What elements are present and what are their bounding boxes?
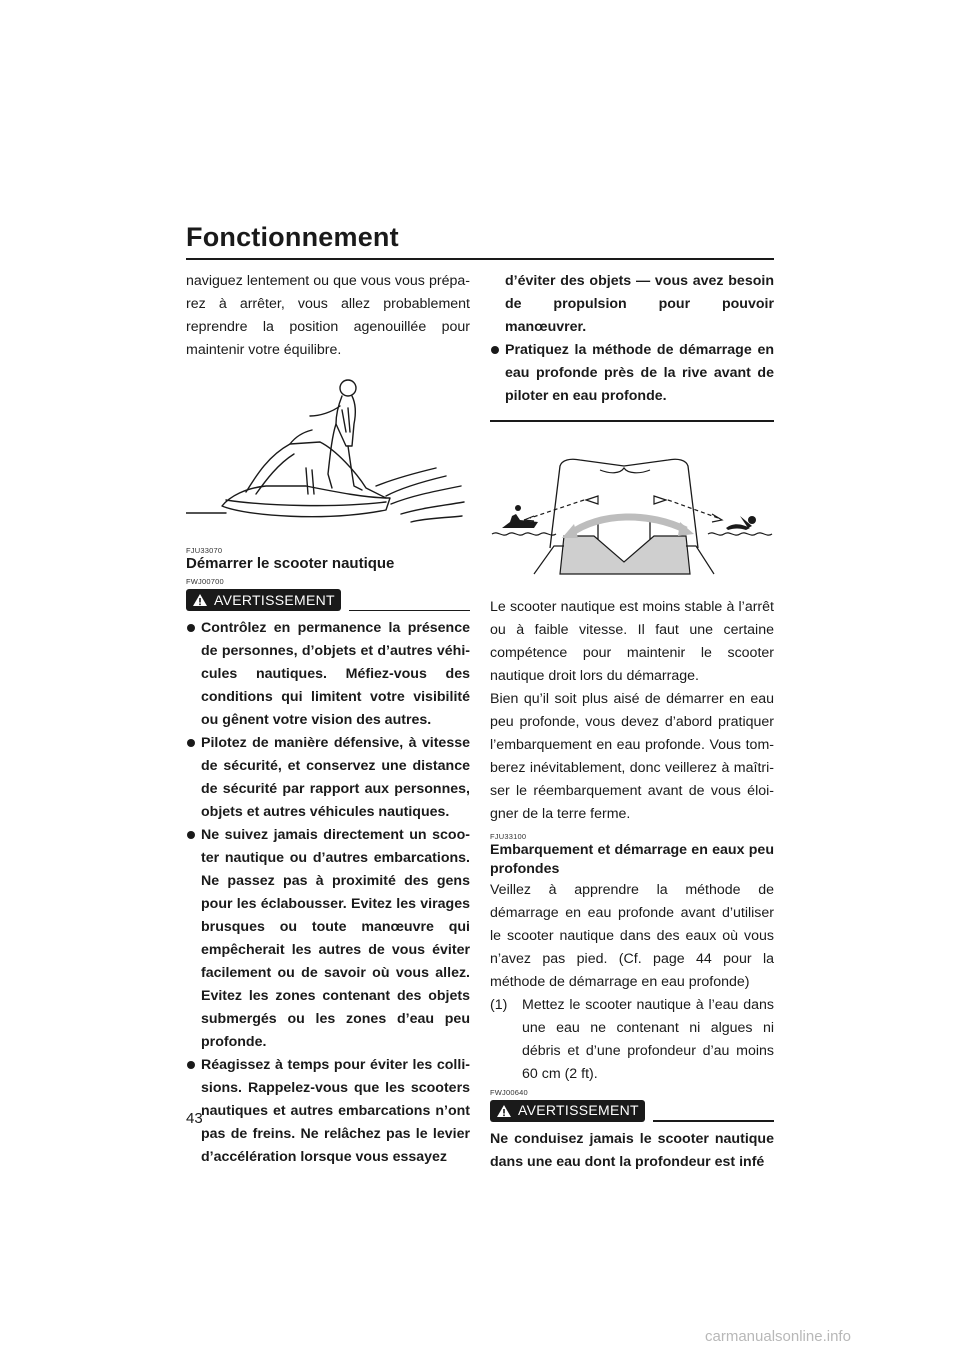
list-item: Contrôlez en permanence la présence de personnes, d’objets et d’autres véhicules nautiques. Méfiez-vous des conditions qui limitent votre visibilité ou gênent votre vision des autres. bbox=[186, 617, 470, 732]
warning-triangle-icon bbox=[496, 1104, 512, 1118]
intro-paragraph: naviguez lentement ou que vous vous préparez à arrêter, vous allez probablement reprendre la position agenouillée pour maintenir votre équilibre. bbox=[186, 273, 470, 358]
warning-code: FWJ00700 bbox=[186, 577, 224, 586]
warning-header bbox=[186, 589, 470, 611]
subsection-title: Embarquement et démarrage en eaux peu profondes bbox=[490, 841, 774, 877]
page-title: Fonctionnement bbox=[186, 222, 399, 252]
list-item: Ne suivez jamais directement un scooter nautique ou d’autres embarcations. Ne passez pas à proximité des gens pour les éclabousser. Evitez les virages brusques ou toute manœuvre qui empêcherait les autres de vous éviter facilement ou de savoir où vous allez. Evitez les zones contenant des objets submergés ou les zones d’eau peu profonde. bbox=[186, 824, 470, 1054]
warning-badge bbox=[186, 589, 341, 611]
warning-bullets-continued bbox=[490, 339, 774, 408]
paragraph-deep-water: Bien qu’il soit plus aisé de démarrer en eau peu profonde, vous devez d’abord pratiquer l’embarquement en eau profonde. Vous tomberez inévitablement, donc veillerez à maîtriser le réembarquement avant de vous éloigner de la terre ferme. bbox=[490, 690, 774, 822]
warning-bullets bbox=[186, 617, 470, 1169]
warning-label: AVERTISSEMENT bbox=[214, 591, 335, 608]
list-item: Pratiquez la méthode de démarrage en eau profonde près de la rive avant de piloter en eau profonde. bbox=[490, 339, 774, 408]
watermark: carmanualsonline.info bbox=[705, 1328, 851, 1345]
section-title: Démarrer le scooter nautique bbox=[186, 555, 395, 572]
warning-end-rule bbox=[490, 420, 774, 422]
warning-rule bbox=[653, 1120, 774, 1122]
warning-text: Ne conduisez jamais le scooter nautique dans une eau dont la profondeur est infé bbox=[490, 1130, 774, 1170]
warning-triangle-icon bbox=[192, 593, 208, 607]
list-item: (1) Mettez le scooter nautique à l’eau dans une eau ne contenant ni algues ni débris et d’une profondeur d’au moins 60 cm (2 ft). bbox=[490, 996, 774, 1082]
list-item: Pilotez de manière défensive, à vitesse de sécurité, et conservez une distance de sécurité par rapport aux personnes, objets et autres véhicules nautiques. bbox=[186, 732, 470, 824]
warning-header bbox=[490, 1100, 774, 1122]
warning-badge bbox=[490, 1100, 645, 1122]
page-number: 43 bbox=[186, 1110, 203, 1127]
shore-distance-illustration bbox=[490, 438, 774, 578]
steps-list bbox=[490, 994, 774, 1086]
bullet-continuation: d’éviter des objets — vous avez besoin de propulsion pour pouvoir manœuvrer. bbox=[505, 273, 774, 335]
warning-code: FWJ00640 bbox=[490, 1087, 528, 1097]
paragraph-shallow-water: Veillez à apprendre la méthode de démarrage en eau profonde avant d’utiliser le scooter nautique dans des eaux où vous n’avez pas pied. (Cf. page 44 pour la méthode de démarrage en eau profonde) bbox=[490, 881, 774, 990]
warning-rule bbox=[349, 610, 470, 612]
jet-ski-rider-illustration bbox=[186, 376, 470, 536]
left-column bbox=[186, 270, 470, 1169]
paragraph-stability: Le scooter nautique est moins stable à l’arrêt ou à faible vitesse. Il faut une certaine compétence pour maintenir le scooter nautique droit lors du démarrage. bbox=[490, 598, 774, 684]
section-code: FJU33070 bbox=[186, 546, 223, 555]
right-column bbox=[490, 270, 774, 1174]
subsection-code: FJU33100 bbox=[490, 831, 527, 841]
title-rule bbox=[186, 258, 774, 260]
warning-label: AVERTISSEMENT bbox=[518, 1102, 639, 1118]
list-item: Réagissez à temps pour éviter les collisions. Rappelez-vous que les scooters nautiques et autres embarcations n’ont pas de freins. Ne relâchez pas le levier d’accélération lorsque vous essayez bbox=[186, 1054, 470, 1169]
